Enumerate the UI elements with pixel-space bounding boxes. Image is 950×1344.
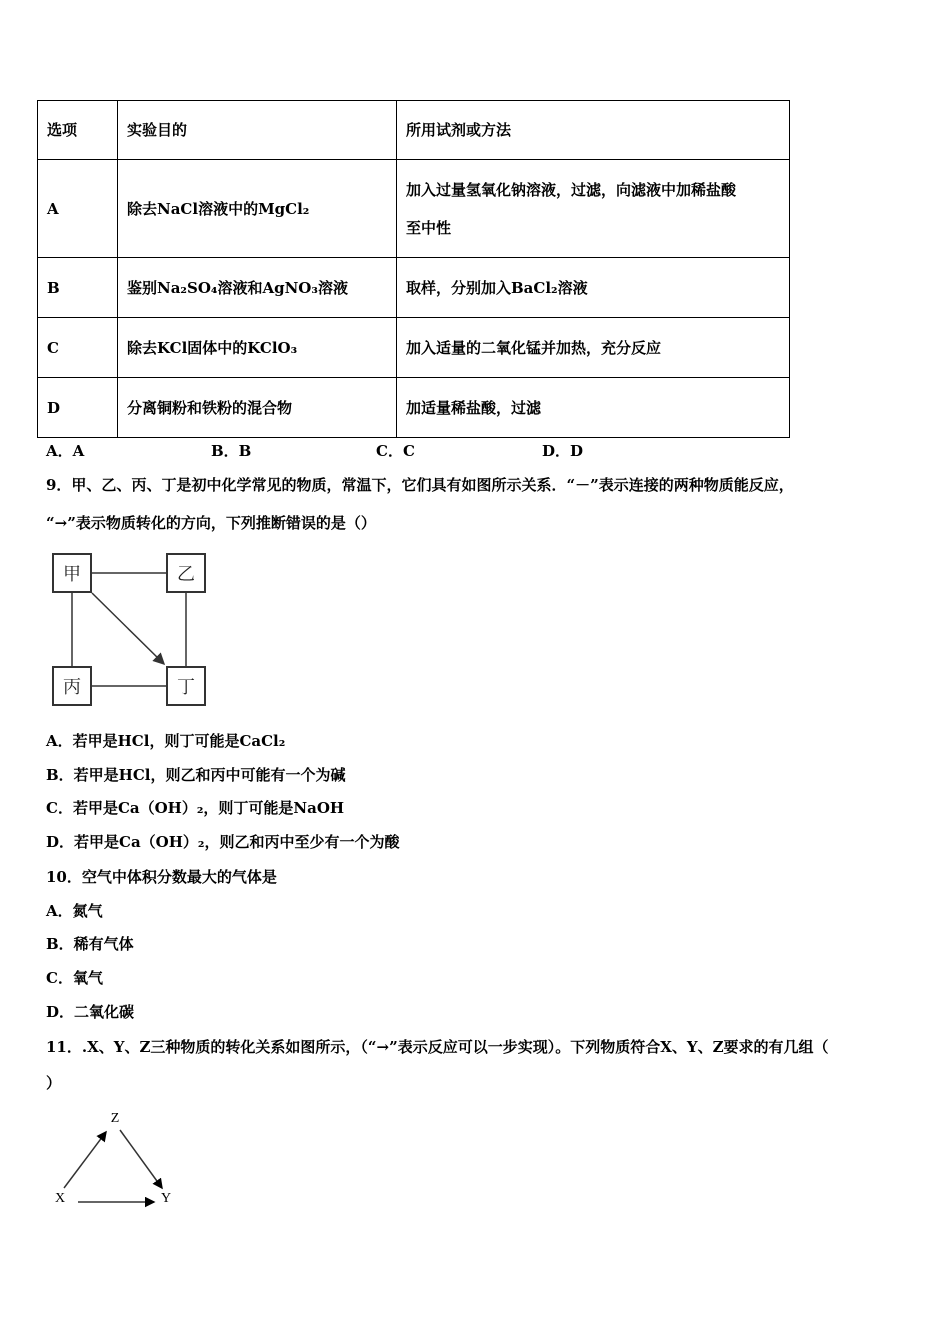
q10-option-d: D．二氧化碳 xyxy=(46,1003,135,1021)
table-row xyxy=(38,160,790,258)
table-row xyxy=(38,378,790,438)
row-purpose: 除去KCl固体中的KClO₃ xyxy=(118,318,397,378)
q8-option-a: A．A xyxy=(46,442,85,460)
q8-option-c: C．C xyxy=(376,442,415,460)
row-method xyxy=(397,160,790,258)
q9-option-c: C．若甲是Ca（OH）₂，则丁可能是NaOH xyxy=(46,799,345,817)
q9-stem-line2: “→”表示物质转化的方向，下列推断错误的是（） xyxy=(46,514,376,532)
q8-option-d: D．D xyxy=(542,442,584,460)
q10-option-b: B．稀有气体 xyxy=(46,935,134,953)
label-ding: 丁 xyxy=(177,677,195,698)
q9-stem-line1: 9．甲、乙、丙、丁是初中化学常见的物质，常温下，它们具有如图所示关系．“－”表示连接的两种物质能反应， xyxy=(46,476,794,494)
label-yi: 乙 xyxy=(177,564,195,585)
method-line: 至中性 xyxy=(406,218,452,237)
row-method: 加入适量的二氧化锰并加热，充分反应 xyxy=(397,318,790,378)
label-y: Y xyxy=(160,1191,172,1206)
q9-option-a: A．若甲是HCl，则丁可能是CaCl₂ xyxy=(46,732,286,750)
label-x: X xyxy=(54,1191,66,1206)
row-option: C xyxy=(38,318,118,378)
table-row xyxy=(38,318,790,378)
row-purpose: 分离铜粉和铁粉的混合物 xyxy=(118,378,397,438)
label-bing: 丙 xyxy=(63,677,81,698)
row-option: B xyxy=(38,258,118,318)
q9-relation-diagram xyxy=(52,553,210,709)
table-header-row xyxy=(38,101,790,160)
row-purpose: 鉴别Na₂SO₄溶液和AgNO₃溶液 xyxy=(118,258,397,318)
method-line: 加入过量氢氧化钠溶液，过滤，向滤液中加稀盐酸 xyxy=(406,180,737,199)
header-method: 所用试剂或方法 xyxy=(397,101,790,160)
header-option: 选项 xyxy=(38,101,118,160)
arrow-x-to-z xyxy=(64,1132,106,1188)
row-option: D xyxy=(38,378,118,438)
header-purpose: 实验目的 xyxy=(118,101,397,160)
table-row xyxy=(38,258,790,318)
q11-stem-line1: 11．.X、Y、Z三种物质的转化关系如图所示，（“→”表示反应可以一步实现）。下列物质符合X、Y、Z要求的有几组（ xyxy=(46,1038,829,1056)
arrow-z-to-y xyxy=(120,1130,162,1188)
q10-option-c: C．氧气 xyxy=(46,969,103,987)
label-jia: 甲 xyxy=(63,564,81,585)
label-z: Z xyxy=(110,1111,120,1126)
q11-xyz-diagram xyxy=(46,1102,186,1214)
row-purpose: 除去NaCl溶液中的MgCl₂ xyxy=(118,160,397,258)
q9-option-b: B．若甲是HCl，则乙和丙中可能有一个为碱 xyxy=(46,766,346,784)
q10-option-a: A．氮气 xyxy=(46,902,103,920)
q10-stem: 10．空气中体积分数最大的气体是 xyxy=(46,868,277,886)
q8-option-b: B．B xyxy=(211,442,252,460)
q11-stem-line2: ） xyxy=(46,1074,62,1092)
experiment-table xyxy=(37,100,790,438)
q8-options xyxy=(46,440,746,460)
row-method: 加适量稀盐酸，过滤 xyxy=(397,378,790,438)
row-option: A xyxy=(38,160,118,258)
row-method: 取样，分别加入BaCl₂溶液 xyxy=(397,258,790,318)
arrow-jia-to-ding xyxy=(92,593,164,664)
q9-option-d: D．若甲是Ca（OH）₂，则乙和丙中至少有一个为酸 xyxy=(46,833,400,851)
